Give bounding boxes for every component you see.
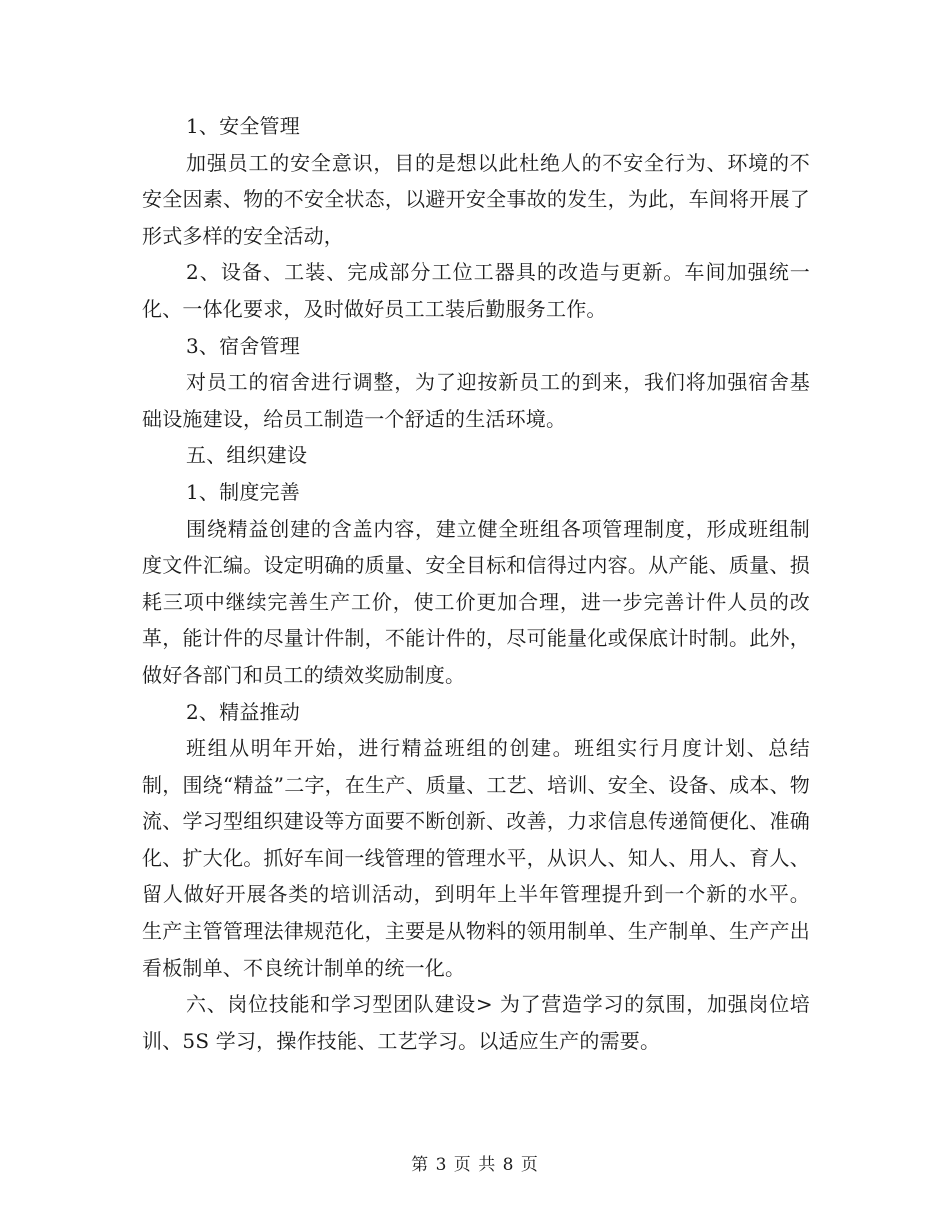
paragraph-skills-learning-team: 六、岗位技能和学习型团队建设> 为了营造学习的氛围，加强岗位培训、5S 学习，操作技能、工艺学习。以适应生产的需要。 (142, 992, 810, 1053)
paragraph-system-improvement: 围绕精益创建的含盖内容，建立健全班组各项管理制度，形成班组制度文件汇编。设定明确的质量、安全目标和信得过内容。从产能、质量、损耗三项中继续完善生产工价，使工价更加合理，进一步完善计件人员的改革，能计件的尽量计件制，不能计件的，尽可能量化或保底计时制。此外，做好各部门和员工的绩效奖励制度。 (142, 516, 810, 687)
paragraph-equipment-tooling: 2、设备、工装、完成部分工位工器具的改造与更新。车间加强统一化、一体化要求，及时做好员工工装后勤服务工作。 (142, 260, 810, 321)
document-body (142, 108, 810, 1059)
heading-dormitory-management: 3、宿舍管理 (186, 333, 300, 358)
heading-system-improvement: 1、制度完善 (186, 479, 300, 504)
paragraph-safety-awareness: 加强员工的安全意识，目的是想以此杜绝人的不安全行为、环境的不安全因素、物的不安全状态，以避开安全事故的发生，为此，车间将开展了形式多样的安全活动， (142, 150, 810, 248)
heading-safety-management: 1、安全管理 (186, 114, 300, 138)
heading-lean-promotion: 2、精益推动 (186, 699, 300, 724)
paragraph-lean-promotion: 班组从明年开始，进行精益班组的创建。班组实行月度计划、总结制，围绕“精益”二字，在生产、质量、工艺、培训、安全、设备、成本、物流、学习型组织建设等方面要不断创新、改善，力求信息传递简便化、准确化、扩大化。抓好车间一线管理的管理水平，从识人、知人、用人、育人、留人做好开展各类的培训活动，到明年上半年管理提升到一个新的水平。 生产主管管理法律规范化，主要是从物料的领用制单、生产制单、生产产出看板制单、不良统计制单的统一化。 (142, 736, 810, 980)
page-number-footer: 第 3 页 共 8 页 (411, 1155, 539, 1175)
heading-organization-building: 五、组织建设 (186, 443, 308, 468)
paragraph-dormitory: 对员工的宿舍进行调整，为了迎按新员工的到来，我们将加强宿舍基础设施建设，给员工制造一个舒适的生活环境。 (142, 370, 810, 431)
